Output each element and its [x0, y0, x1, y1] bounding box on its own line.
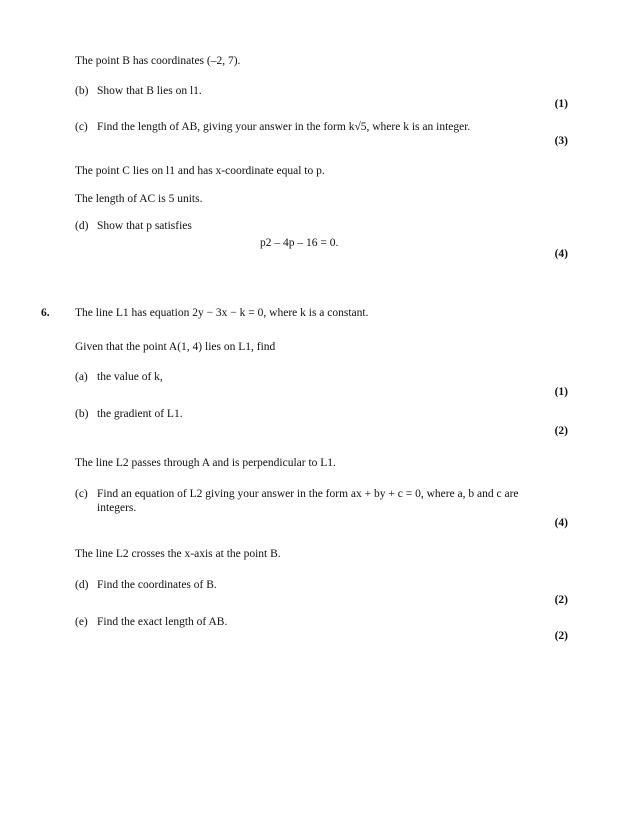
part-label: (e): [75, 616, 88, 628]
q6-part-d-line: [75, 578, 217, 592]
q6-b-intro: The line L2 crosses the x-axis at the point B.: [75, 548, 281, 560]
q6-part-a-text: the value of k,: [97, 371, 163, 383]
part-b-text: Show that B lies on l1.: [97, 85, 202, 97]
part-label: (b): [75, 85, 89, 97]
part-c-line: [75, 120, 470, 134]
marks-q6-part-e: (2): [554, 630, 568, 642]
part-label: (d): [75, 220, 89, 232]
q6-given: Given that the point A(1, 4) lies on L1, find: [75, 341, 276, 353]
q6-part-b-line: [75, 407, 183, 421]
part-d-text: Show that p satisfies: [97, 220, 192, 232]
marks-q6-part-b: (2): [554, 425, 568, 437]
point-c-statement: The point C lies on l1 and has x-coordinate equal to p.: [75, 165, 325, 177]
quadratic-equation: p2 – 4p – 16 = 0.: [260, 237, 339, 249]
q6-part-e-line: [75, 615, 227, 629]
q6-part-d-text: Find the coordinates of B.: [97, 579, 217, 591]
marks-part-c: (3): [554, 135, 568, 147]
q6-l2-intro: The line L2 passes through A and is perpendicular to L1.: [75, 457, 336, 469]
q6-part-a-line: [75, 370, 163, 384]
q6-part-b-text: the gradient of L1.: [97, 408, 183, 420]
part-c-text: Find the length of AB, giving your answer in the form k√5, where k is an integer.: [97, 121, 471, 133]
q6-part-c-text-2: integers.: [97, 502, 137, 514]
marks-q6-part-d: (2): [554, 594, 568, 606]
part-b-line: [75, 84, 202, 98]
q6-part-c-line: [75, 487, 519, 501]
point-b-coordinates: The point B has coordinates (–2, 7).: [75, 55, 241, 67]
marks-part-b: (1): [554, 98, 568, 110]
q6-stem: The line L1 has equation 2y − 3x − k = 0, where k is a constant.: [75, 307, 369, 319]
part-label: (a): [75, 371, 88, 383]
marks-part-d: (4): [554, 248, 568, 260]
question-number: 6.: [41, 307, 50, 319]
q6-part-e-text: Find the exact length of AB.: [97, 616, 228, 628]
part-d-line: [75, 219, 192, 233]
part-label: (c): [75, 121, 88, 133]
q6-part-c-text-1: Find an equation of L2 giving your answer in the form ax + by + c = 0, where a, b and c are: [97, 488, 519, 500]
marks-q6-part-c: (4): [554, 517, 568, 529]
part-label: (d): [75, 579, 89, 591]
part-label: (c): [75, 488, 88, 500]
part-label: (b): [75, 408, 89, 420]
marks-q6-part-a: (1): [554, 386, 568, 398]
ac-length-statement: The length of AC is 5 units.: [75, 193, 203, 205]
